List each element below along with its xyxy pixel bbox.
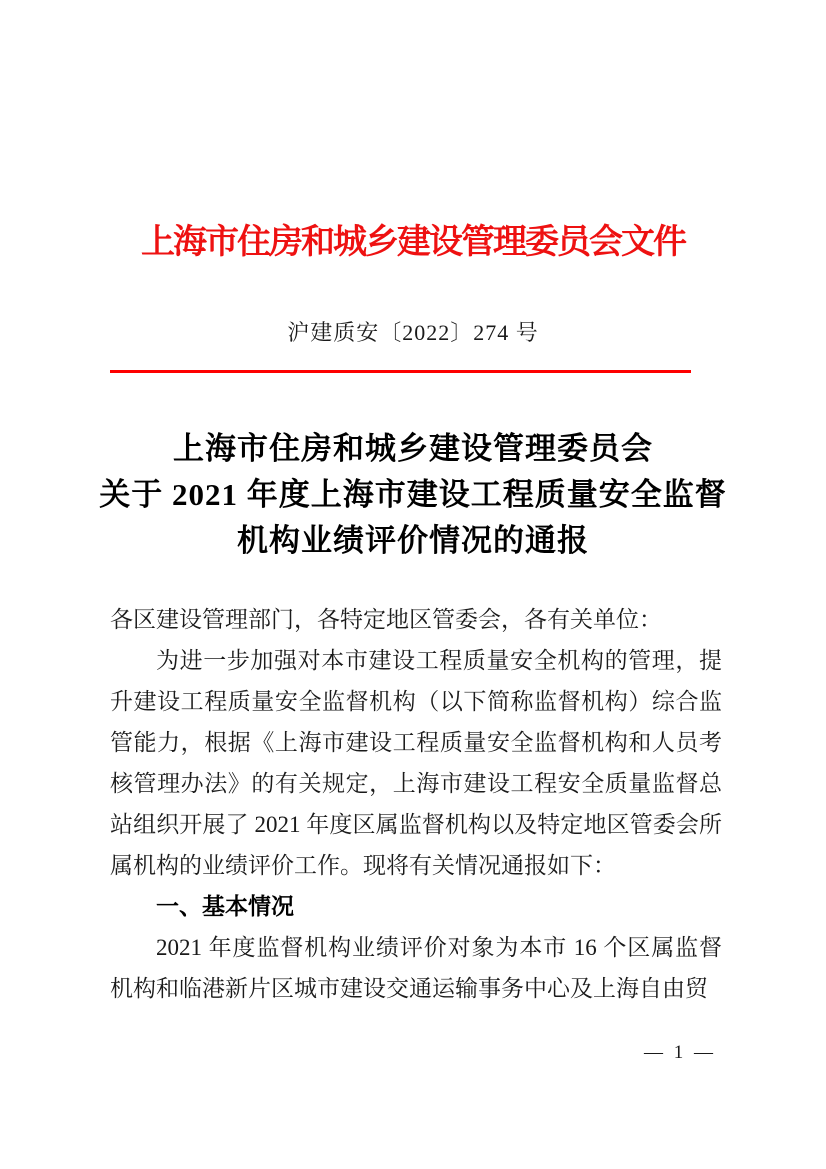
document-number: 沪建质安〔2022〕274 号 — [287, 320, 539, 345]
document-title — [0, 426, 826, 564]
body-paragraph-1: 为进一步加强对本市建设工程质量安全机构的管理，提升建设工程质量安全监督机构（以下简称监督机构）综合监管能力，根据《上海市建设工程质量安全监督机构和人员考核管理办法》的有关规定，上海市建设工程安全质量监督总站组织开展了 2021 年度区属监督机构以及特定地区管委会所属机构的业绩评价工作。现将有关情况通报如下： — [110, 648, 722, 878]
body-paragraph-2: 2021 年度监督机构业绩评价对象为本市 16 个区属监督机构和临港新片区城市建设交通运输事务中心及上海自由贸 — [110, 935, 722, 1001]
document-title-line1: 上海市住房和城乡建设管理委员会 — [173, 431, 653, 466]
page-number: — 1 — — [644, 1042, 716, 1063]
document-body — [110, 599, 722, 1009]
section-heading-1: 一、基本情况 — [156, 893, 294, 919]
document-letterhead-title: 上海市住房和城乡建设管理委员会文件 — [141, 224, 685, 261]
document-title-line2: 关于 2021 年度上海市建设工程质量安全监督 — [99, 477, 727, 512]
salutation-line: 各区建设管理部门，各特定地区管委会，各有关单位： — [110, 607, 662, 632]
letterhead-divider-line — [110, 370, 691, 373]
document-title-line3: 机构业绩评价情况的通报 — [237, 523, 589, 558]
